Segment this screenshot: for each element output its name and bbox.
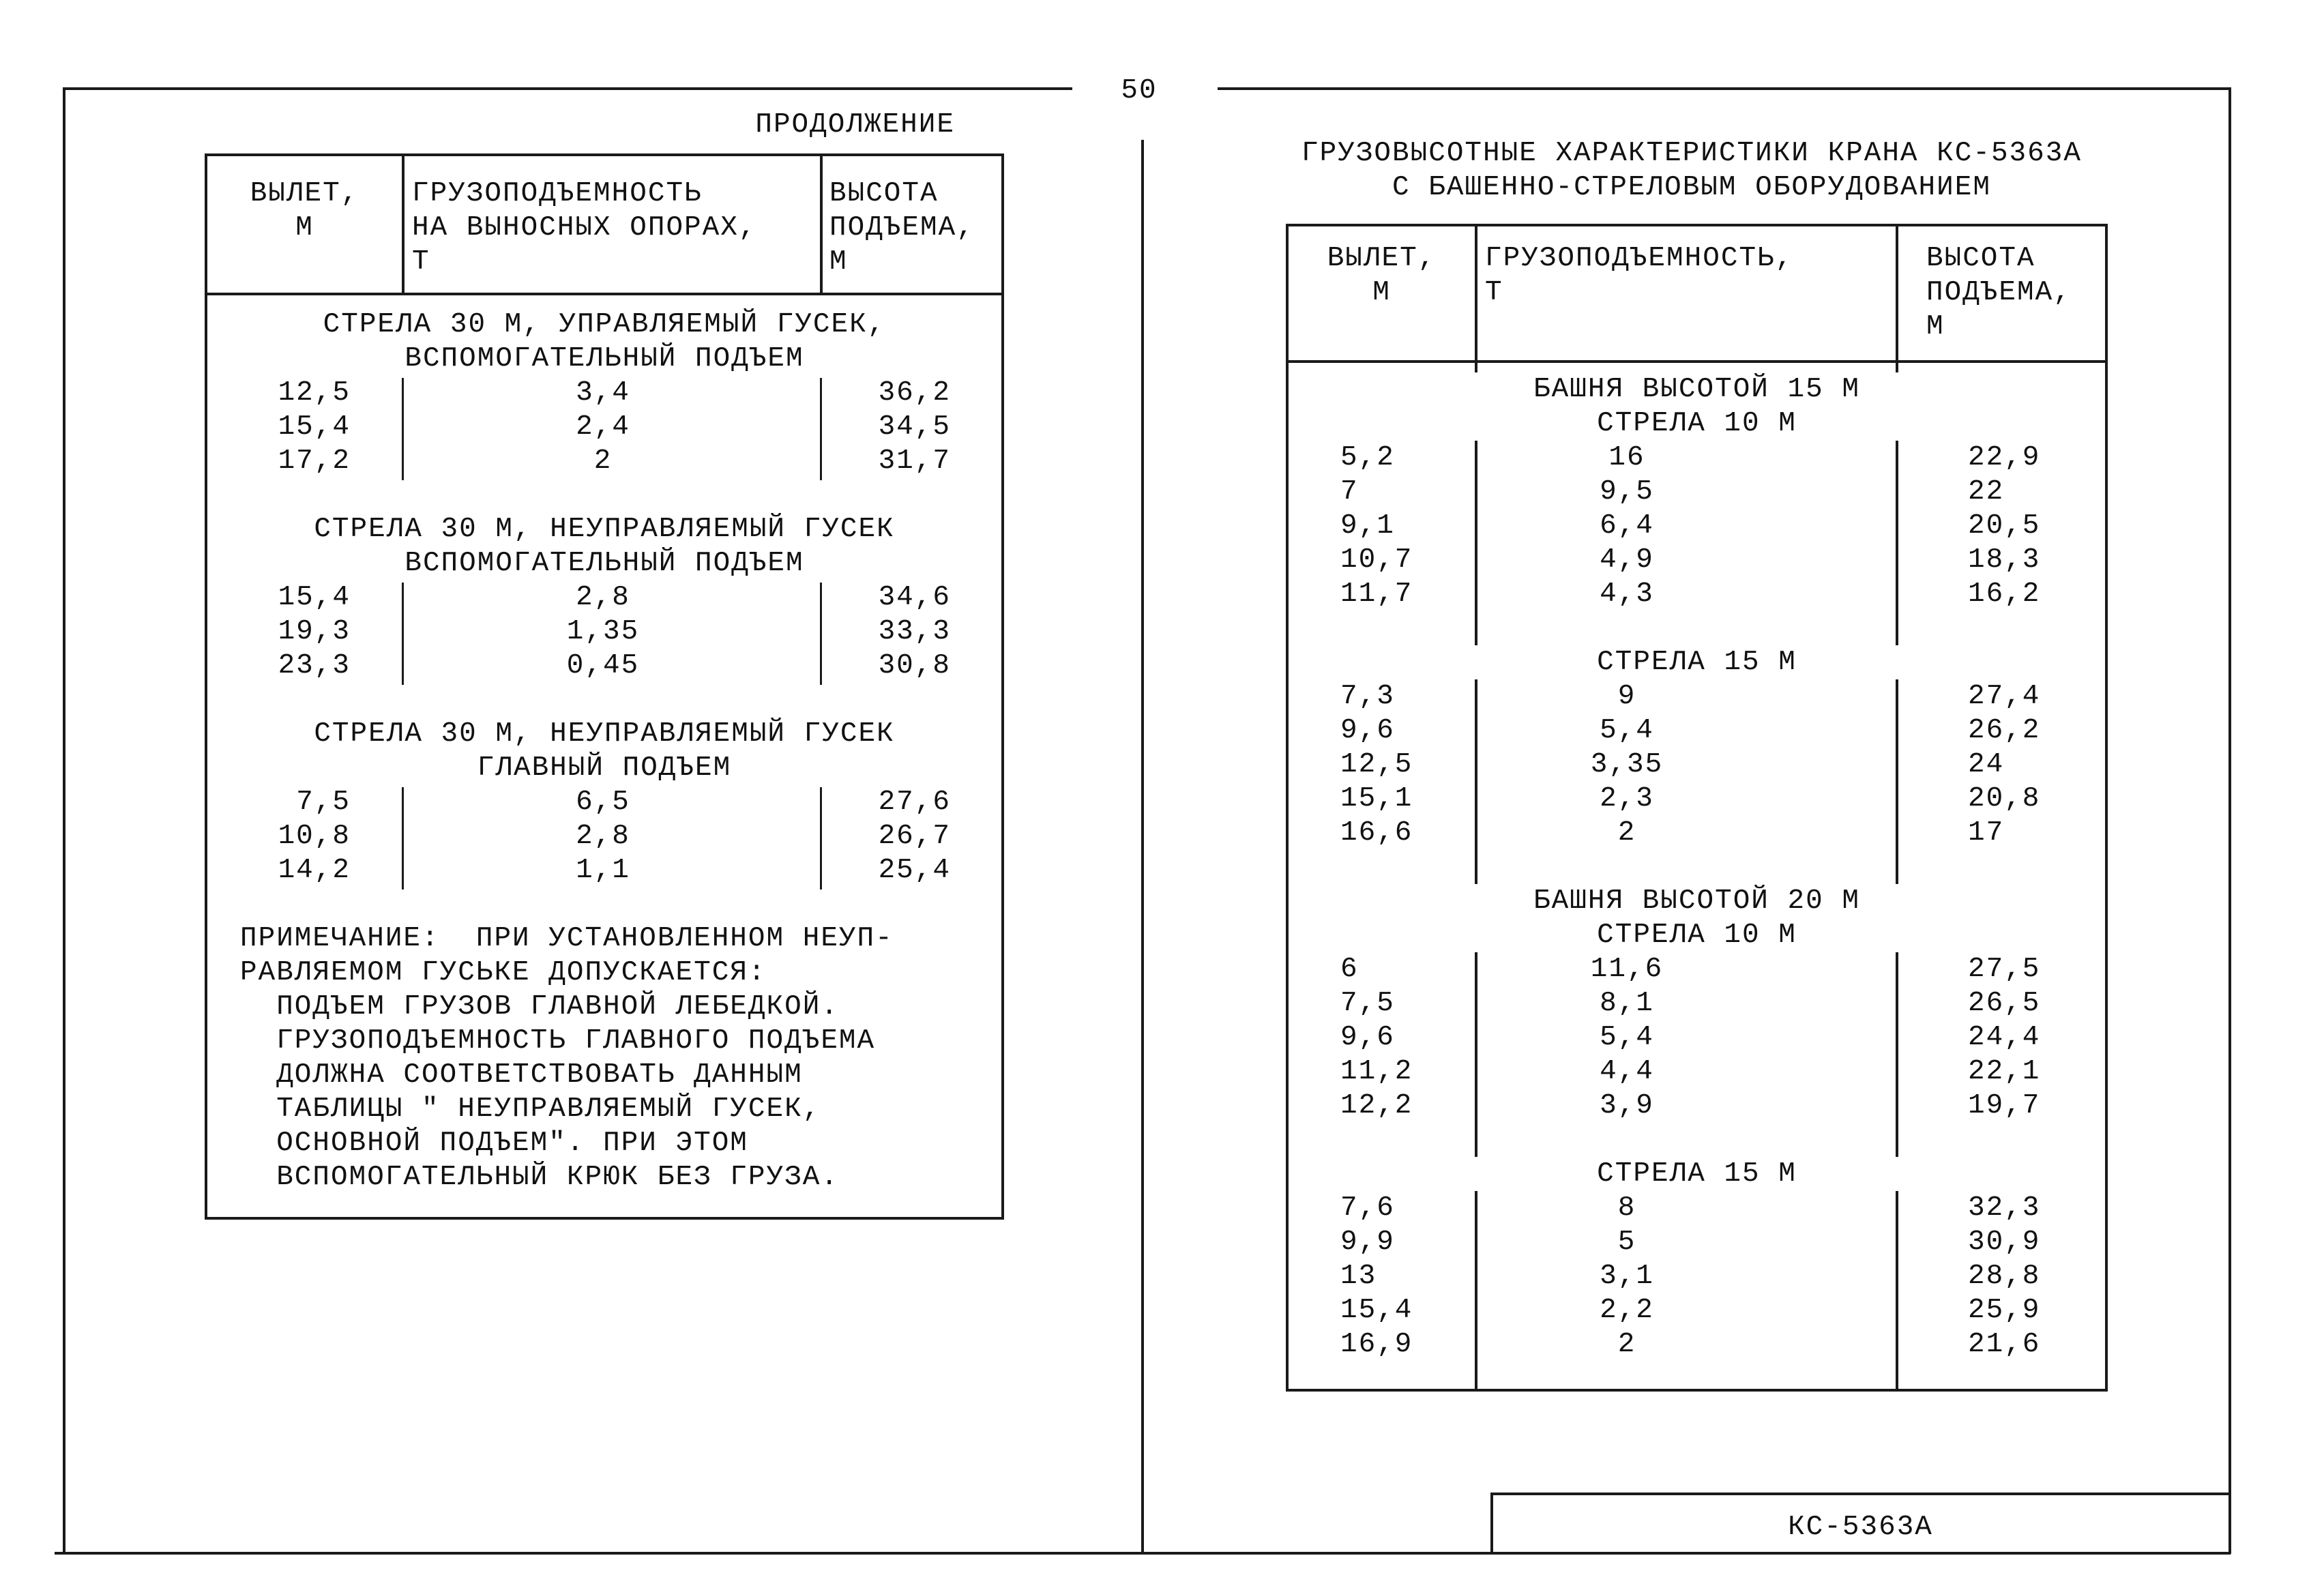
left-cell-height: 26,7 <box>878 821 951 852</box>
right-cell-reach: 7,3 <box>1340 681 1395 712</box>
frame-right <box>2229 87 2231 1554</box>
right-cell-reach: 7,5 <box>1340 988 1395 1019</box>
right-cell-reach: 11,7 <box>1340 578 1413 610</box>
left-header-divider <box>207 293 1001 295</box>
right-cell-reach: 12,5 <box>1340 749 1413 780</box>
left-col-divider <box>402 787 404 889</box>
right-cell-height: 30,9 <box>1968 1226 2041 1258</box>
right-cell-height: 27,4 <box>1968 681 2041 712</box>
right-cell-height: 27,5 <box>1968 954 2041 985</box>
right-cell-capacity: 4,3 <box>1600 578 1654 610</box>
right-cell-capacity: 3,1 <box>1600 1261 1654 1292</box>
stamp-top-border <box>1490 1493 2231 1495</box>
left-col-divider <box>820 378 822 480</box>
frame-center-divider <box>1141 140 1144 1553</box>
right-cell-capacity: 5,4 <box>1600 715 1654 746</box>
left-col-divider <box>820 787 822 889</box>
right-cell-capacity: 5 <box>1617 1226 1636 1258</box>
left-cell-capacity: 2,4 <box>576 411 630 443</box>
right-group-title: БАШНЯ ВЫСОТОЙ 20 М СТРЕЛА 10 М <box>1533 885 1860 951</box>
right-cell-height: 20,5 <box>1968 510 2041 542</box>
right-cell-capacity: 3,35 <box>1590 749 1664 780</box>
right-table-body <box>1286 224 2108 1392</box>
stamp-left-border <box>1490 1493 1493 1554</box>
right-cell-height: 32,3 <box>1968 1192 2041 1224</box>
left-header-capacity: ГРУЗОПОДЪЕМНОСТЬ НА ВЫНОСНЫХ ОПОРАХ, Т <box>412 178 757 278</box>
right-cell-height: 24 <box>1968 749 2005 780</box>
right-cell-reach: 5,2 <box>1340 442 1395 473</box>
right-cell-height: 24,4 <box>1968 1022 2041 1053</box>
left-cell-reach: 15,4 <box>278 411 351 443</box>
left-cell-height: 34,5 <box>878 411 951 443</box>
left-cell-capacity: 2 <box>593 445 613 477</box>
right-cell-capacity: 2,2 <box>1600 1295 1654 1326</box>
right-cell-height: 16,2 <box>1968 578 2041 610</box>
left-note: ПРИМЕЧАНИЕ: ПРИ УСТАНОВЛЕННОМ НЕУП- РАВЛЯЕМОМ ГУСЬКЕ ДОПУСКАЕТСЯ: ПОДЪЕМ ГРУЗОВ ГЛАВНОЙ ЛЕБЕДКОЙ. ГРУЗОПОДЪЕМНОСТЬ ГЛАВНОГО ПОДЪЕМА ДОЛЖНА СООТВЕТСТВОВАТЬ ДАННЫМ ТАБЛИЦЫ " НЕУПРАВЛЯЕМЫЙ ГУСЕК, ОСНОВНОЙ ПОДЪЕМ". ПРИ ЭТОМ ВСПОМОГАТЕЛЬНЫЙ КРЮК БЕЗ ГРУЗА. <box>240 923 894 1193</box>
stamp-code: КС-5363А <box>1788 1512 1933 1543</box>
left-cell-height: 33,3 <box>878 616 951 647</box>
right-cell-height: 22,9 <box>1968 442 2041 473</box>
left-cell-capacity: 2,8 <box>576 821 630 852</box>
left-header-col2 <box>820 156 823 293</box>
frame-top-right <box>1218 87 2231 90</box>
left-group-title: СТРЕЛА 30 М, НЕУПРАВЛЯЕМЫЙ ГУСЕК ВСПОМОГАТЕЛЬНЫЙ ПОДЪЕМ <box>314 514 895 579</box>
left-header-reach: ВЫЛЕТ, М <box>250 178 359 244</box>
right-cell-height: 22,1 <box>1968 1056 2041 1087</box>
right-cell-reach: 13 <box>1340 1261 1377 1292</box>
left-cell-height: 30,8 <box>878 650 951 681</box>
right-cell-reach: 9,1 <box>1340 510 1395 542</box>
right-cell-reach: 9,9 <box>1340 1226 1395 1258</box>
frame-left <box>63 87 65 1554</box>
right-cell-reach: 9,6 <box>1340 715 1395 746</box>
left-cell-reach: 17,2 <box>278 445 351 477</box>
right-cell-capacity: 8 <box>1617 1192 1636 1224</box>
left-cell-reach: 19,3 <box>278 616 351 647</box>
right-cell-reach: 9,6 <box>1340 1022 1395 1053</box>
right-cell-capacity: 6,4 <box>1600 510 1654 542</box>
right-cell-reach: 16,6 <box>1340 817 1413 849</box>
right-cell-height: 17 <box>1968 817 2005 849</box>
right-cell-capacity: 2 <box>1617 1329 1636 1360</box>
right-cell-height: 26,2 <box>1968 715 2041 746</box>
right-cell-reach: 15,4 <box>1340 1295 1413 1326</box>
right-group-title: СТРЕЛА 15 М <box>1597 1158 1797 1190</box>
right-cell-reach: 12,2 <box>1340 1090 1413 1121</box>
right-cell-capacity: 2,3 <box>1600 783 1654 814</box>
left-col-divider <box>402 378 404 480</box>
right-cell-reach: 7,6 <box>1340 1192 1395 1224</box>
right-cell-height: 21,6 <box>1968 1329 2041 1360</box>
left-cell-reach: 12,5 <box>278 377 351 409</box>
right-cell-capacity: 16 <box>1608 442 1645 473</box>
right-cell-capacity: 9 <box>1617 681 1636 712</box>
right-cell-capacity: 8,1 <box>1600 988 1654 1019</box>
left-cell-capacity: 2,8 <box>576 582 630 613</box>
right-cell-reach: 11,2 <box>1340 1056 1413 1087</box>
right-group-title: БАШНЯ ВЫСОТОЙ 15 М СТРЕЛА 10 М <box>1533 374 1860 439</box>
right-cell-height: 25,9 <box>1968 1295 2041 1326</box>
right-cell-height: 28,8 <box>1968 1261 2041 1292</box>
left-col-divider <box>402 583 404 685</box>
left-cell-reach: 15,4 <box>278 582 351 613</box>
left-cell-height: 36,2 <box>878 377 951 409</box>
right-cell-reach: 10,7 <box>1340 544 1413 576</box>
left-group-title: СТРЕЛА 30 М, УПРАВЛЯЕМЫЙ ГУСЕК, ВСПОМОГАТЕЛЬНЫЙ ПОДЪЕМ <box>323 309 886 374</box>
left-cell-reach: 14,2 <box>278 855 351 886</box>
left-table <box>205 153 1004 1220</box>
right-title: ГРУЗОВЫСОТНЫЕ ХАРАКТЕРИСТИКИ КРАНА КС-5363А С БАШЕННО-СТРЕЛОВЫМ ОБОРУДОВАНИЕМ <box>1301 138 2082 203</box>
left-cell-reach: 10,8 <box>278 821 351 852</box>
right-cell-capacity: 4,9 <box>1600 544 1654 576</box>
right-cell-reach: 16,9 <box>1340 1329 1413 1360</box>
left-cell-height: 34,6 <box>878 582 951 613</box>
right-cell-capacity: 3,9 <box>1600 1090 1654 1121</box>
right-cell-capacity: 5,4 <box>1600 1022 1654 1053</box>
left-cell-capacity: 3,4 <box>576 377 630 409</box>
left-header-height: ВЫСОТА ПОДЪЕМА, М <box>829 178 975 278</box>
left-cell-capacity: 1,35 <box>566 616 640 647</box>
right-header-height: ВЫСОТА ПОДЪЕМА, М <box>1926 243 2072 342</box>
left-cell-height: 25,4 <box>878 855 951 886</box>
right-cell-height: 22 <box>1968 476 2005 508</box>
right-cell-reach: 7 <box>1340 476 1359 508</box>
left-col-divider <box>820 583 822 685</box>
right-cell-height: 19,7 <box>1968 1090 2041 1121</box>
left-header-col1 <box>402 156 405 293</box>
right-header-reach: ВЫЛЕТ, М <box>1327 243 1437 308</box>
continuation-label: ПРОДОЛЖЕНИЕ <box>755 109 955 141</box>
right-cell-capacity: 2 <box>1617 817 1636 849</box>
left-cell-height: 27,6 <box>878 786 951 818</box>
left-cell-capacity: 6,5 <box>576 786 630 818</box>
right-cell-capacity: 11,6 <box>1590 954 1664 985</box>
left-cell-reach: 23,3 <box>278 650 351 681</box>
right-cell-reach: 6 <box>1340 954 1359 985</box>
right-cell-reach: 15,1 <box>1340 783 1413 814</box>
right-cell-capacity: 4,4 <box>1600 1056 1654 1087</box>
right-header-capacity: ГРУЗОПОДЪЕМНОСТЬ, Т <box>1485 243 1794 308</box>
left-cell-height: 31,7 <box>878 445 951 477</box>
right-cell-height: 20,8 <box>1968 783 2041 814</box>
right-cell-capacity: 9,5 <box>1600 476 1654 508</box>
frame-top-left <box>63 87 1072 90</box>
left-group-title: СТРЕЛА 30 М, НЕУПРАВЛЯЕМЫЙ ГУСЕК ГЛАВНЫЙ ПОДЪЕМ <box>314 718 895 784</box>
left-cell-reach: 7,5 <box>296 786 351 818</box>
left-cell-capacity: 1,1 <box>576 855 630 886</box>
page-number: 50 <box>1121 75 1158 106</box>
left-cell-capacity: 0,45 <box>566 650 640 681</box>
right-cell-height: 18,3 <box>1968 544 2041 576</box>
right-group-title: СТРЕЛА 15 М <box>1597 647 1797 678</box>
right-cell-height: 26,5 <box>1968 988 2041 1019</box>
